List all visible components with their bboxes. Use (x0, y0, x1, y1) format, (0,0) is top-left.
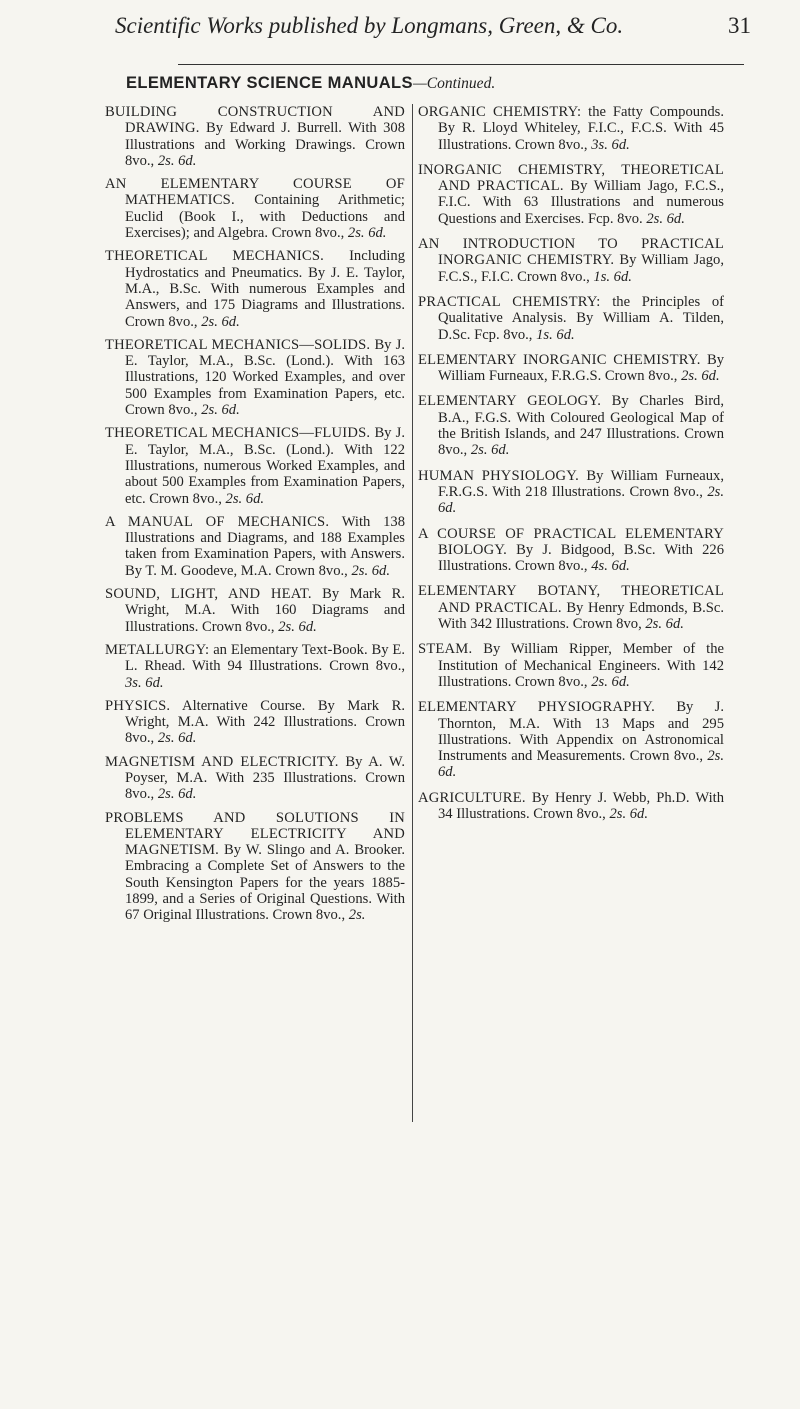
entry-title: SOUND, LIGHT, AND HEAT. (105, 586, 312, 603)
entry-title: STEAM. (418, 641, 473, 658)
section-heading-text: ELEMENTARY SCIENCE MANUALS (126, 74, 413, 92)
entry-title: THEORETICAL MECHANICS. (105, 248, 325, 265)
catalog-entry (418, 236, 724, 285)
section-heading-continued: —Continued. (412, 75, 496, 92)
catalog-entry (418, 790, 724, 823)
catalog-entry (418, 352, 724, 385)
entry-details: By William Jago, F.C.S., F.I.C. With 63 Illustrations and numerous Questions and Exercises. Fcp. 8vo. (438, 178, 724, 227)
catalog-entry (418, 526, 724, 575)
entry-title: ELEMENTARY PHYSIOGRAPHY. (418, 699, 655, 716)
entry-details: the Principles of Qualitative Analysis. By William A. Tilden, D.Sc. Fcp. 8vo., (438, 293, 724, 343)
entry-title: METALLURGY: (105, 641, 210, 658)
entry-price: 3s. 6d. (591, 136, 630, 153)
catalog-entry (105, 754, 405, 803)
entry-price: 2s. 6d. (591, 673, 630, 690)
entry-title: PRACTICAL CHEMISTRY: (418, 293, 601, 310)
entry-title: PROBLEMS AND SOLUTIONS IN ELEMENTARY ELECTRICITY AND MAGNETISM. (105, 809, 405, 859)
catalog-entry (105, 514, 405, 579)
entry-price: 2s. 6d. (201, 402, 240, 419)
entry-title: ELEMENTARY BOTANY, THEORETICAL AND PRACTICAL. (418, 583, 724, 616)
entry-details: Alternative Course. By Mark R. Wright, M.A. With 242 Illustrations. Crown 8vo., (125, 697, 405, 747)
entry-details: Including Hydrostatics and Pneumatics. By J. E. Taylor, M.A., B.Sc. With numerous Examples and Answers, and 175 Diagrams and Illustrations. Crown 8vo., (125, 248, 405, 330)
entry-details: the Fatty Compounds. By R. Lloyd Whiteley, F.I.C., F.C.S. With 45 Illustrations. Crown 8vo., (438, 104, 724, 153)
entry-details: an Elementary Text-Book. By E. L. Rhead. With 94 Illustrations. Crown 8vo., (125, 641, 405, 675)
entry-price: 1s. 6d. (536, 326, 575, 343)
entry-title: AN ELEMENTARY COURSE OF MATHEMATICS. (105, 176, 405, 209)
column-divider (412, 104, 413, 1122)
entry-details: Containing Arithmetic; Euclid (Book I., with Deductions and Exercises); and Algebra. Crown 8vo., (125, 192, 405, 242)
entry-details: By J. E. Taylor, M.A., B.Sc. (Lond.). With 163 Illustrations, 120 Worked Examples, and over 500 Examples from Examination Papers, etc. Crown 8vo., (125, 336, 405, 419)
entry-title: THEORETICAL MECHANICS—SOLIDS. (105, 336, 371, 353)
catalog-entry (105, 248, 405, 329)
catalog-entry (418, 294, 724, 343)
entry-title: A MANUAL OF MECHANICS. (105, 513, 330, 530)
entry-details: By J. Thornton, M.A. With 13 Maps and 295 Illustrations. With Appendix on Astronomical Instruments and Measurements. Crown 8vo., (438, 699, 724, 765)
catalog-entry (105, 586, 405, 635)
right-column (418, 104, 724, 831)
entry-price: 4s. 6d. (591, 558, 630, 575)
entry-details: By J. E. Taylor, M.A., B.Sc. (Lond.). With 122 Illustrations, numerous Worked Examples, and about 500 Examples from Examination Papers, etc. Crown 8vo., (125, 425, 405, 507)
entry-title: PHYSICS. (105, 697, 171, 714)
header-rule (178, 64, 744, 65)
entry-details: By Henry Edmonds, B.Sc. With 342 Illustrations. Crown 8vo, (438, 599, 724, 633)
entry-title: BUILDING CONSTRUCTION AND DRAWING. (105, 104, 405, 137)
entry-price: 1s. 6d. (593, 268, 632, 285)
entry-title: ORGANIC CHEMISTRY: (418, 104, 582, 120)
entry-price: 2s. 6d. (646, 210, 685, 227)
entry-title: A COURSE OF PRACTICAL ELEMENTARY BIOLOGY. (418, 525, 724, 558)
entry-details: By William Furneaux, F.R.G.S. With 218 Illustrations. Crown 8vo., (438, 467, 724, 500)
page-number: 31 (728, 13, 751, 38)
entry-price: 2s. 6d. (351, 562, 390, 579)
entry-title: HUMAN PHYSIOLOGY. (418, 467, 579, 484)
catalog-entry (105, 176, 405, 241)
section-heading (126, 74, 495, 93)
catalog-entry (418, 468, 724, 517)
entry-details: By William Ripper, Member of the Institution of Mechanical Engineers. With 142 Illustrations. Crown 8vo., (438, 641, 724, 690)
catalog-entry (105, 642, 405, 691)
entry-price: 2s. 6d. (157, 786, 197, 803)
entry-price: 2s. 6d. (201, 313, 240, 330)
entry-price: 2s. 6d. (438, 483, 724, 517)
entry-title: MAGNETISM AND ELECTRICITY. (105, 753, 339, 770)
catalog-entry (418, 641, 724, 690)
entry-price: 2s. 6d. (157, 730, 197, 747)
entry-price: 2s. 6d. (470, 442, 510, 459)
entry-title: AGRICULTURE. (418, 789, 526, 806)
entry-details: By Charles Bird, B.A., F.G.S. With Coloured Geological Map of the British Islands, and 247 Illustrations. Crown 8vo., (438, 393, 724, 459)
entry-details: By William Jago, F.C.S., F.I.C. Crown 8vo., (438, 252, 724, 285)
entry-price: 2s. 6d. (438, 748, 724, 781)
entry-details: By Henry J. Webb, Ph.D. With 34 Illustrations. Crown 8vo., (438, 789, 724, 822)
catalog-entry (418, 104, 724, 153)
left-column (105, 104, 405, 931)
entry-price: 3s. 6d. (125, 674, 164, 691)
catalog-entry (105, 104, 405, 169)
entry-price: 2s. 6d. (347, 225, 387, 242)
entry-price: 2s. 6d. (225, 490, 265, 507)
entry-price: 2s. 6d. (609, 805, 648, 822)
entry-details: By A. W. Poyser, M.A. With 235 Illustrations. Crown 8vo., (125, 753, 406, 803)
entry-title: ELEMENTARY INORGANIC CHEMISTRY. (418, 351, 701, 368)
entry-details: By William Furneaux, F.R.G.S. Crown 8vo., (438, 351, 724, 385)
catalog-entry (105, 425, 405, 506)
entry-details: By J. Bidgood, B.Sc. With 226 Illustrations. Crown 8vo., (438, 541, 724, 575)
entry-price: 2s. 6d. (278, 618, 317, 635)
entry-price: 2s. (348, 907, 366, 924)
entry-price: 2s. 6d. (681, 368, 720, 385)
entry-title: AN INTRODUCTION TO PRACTICAL INORGANIC CHEMISTRY. (418, 236, 724, 269)
entry-details: By W. Slingo and A. Brooker. Embracing a Complete Set of Answers to the South Kensington Papers for the years 1885-1899, and a Series of Original Questions. With 67 Original Illustrations. Crown 8vo., (125, 842, 405, 924)
entry-price: 2s. 6d. (645, 616, 684, 633)
catalog-entry (418, 583, 724, 632)
catalog-entry (418, 393, 724, 458)
entry-title: ELEMENTARY GEOLOGY. (418, 393, 602, 410)
entry-details: By Mark R. Wright, M.A. With 160 Diagrams and Illustrations. Crown 8vo., (125, 586, 405, 635)
entry-details: By Edward J. Burrell. With 308 Illustrations and Working Drawings. Crown 8vo., (125, 120, 405, 169)
catalog-entry (105, 698, 405, 747)
catalog-entry (418, 699, 724, 780)
running-head (115, 13, 755, 45)
catalog-entry (418, 162, 724, 227)
entry-title: INORGANIC CHEMISTRY, THEORETICAL AND PRACTICAL. (418, 161, 724, 195)
catalog-entry (105, 337, 405, 418)
running-head-title: Scientific Works published by Longmans, Green, & Co. (115, 13, 624, 38)
catalog-entry (105, 810, 405, 924)
entry-title: THEORETICAL MECHANICS—FLUIDS. (105, 425, 371, 442)
entry-price: 2s. 6d. (157, 152, 197, 169)
entry-details: With 138 Illustrations and Diagrams, and 188 Examples taken from Examination Papers, with Answers. By T. M. Goodeve, M.A. Crown 8vo., (125, 513, 405, 579)
